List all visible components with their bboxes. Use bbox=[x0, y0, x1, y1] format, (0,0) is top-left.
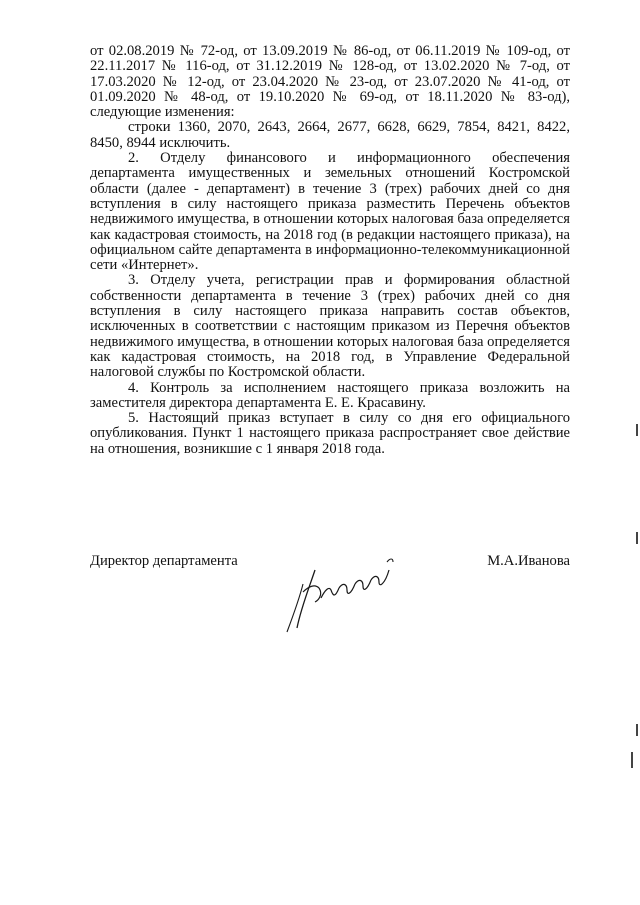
item-3-paragraph: 3. Отделу учета, регистрации прав и формирования областной собственности департамента в течение 3 (трех) рабочих дней со дня вступления в силу настоящего приказа направить состав объектов, исключенных в соответствии с настоящим приказом из Перечня объектов недвижимого имущества, в отношении которых налоговая база определяется как кадастровая стоимость, на 2018 год, в Управление Федеральной налоговой службы по Костромской области. bbox=[90, 272, 570, 381]
document-body bbox=[90, 44, 570, 457]
item-5-paragraph: 5. Настоящий приказ вступает в силу со дня его официального опубликования. Пункт 1 настоящего приказа распространяет свое действие на отношения, возникшие с 1 января 2018 года. bbox=[90, 410, 570, 457]
signatory-name: М.А.Иванова bbox=[487, 553, 570, 569]
signatory-title: Директор департамента bbox=[90, 553, 238, 569]
scan-edge-mark bbox=[631, 752, 633, 768]
amendment-list-paragraph: от 02.08.2019 № 72-од, от 13.09.2019 № 86-од, от 06.11.2019 № 109-од, от 22.11.2017 № 116-од, от 31.12.2019 № 128-од, от 13.02.2020 № 7-од, от 17.03.2020 № 12-од, от 23.04.2020 № 23-од, от 23.07.2020 № 41-од, от 01.09.2020 № 48-од, от 19.10.2020 № 69-од, от 18.11.2020 № 83-од), следующие изменения: bbox=[90, 43, 570, 121]
item-4-paragraph: 4. Контроль за исполнением настоящего приказа возложить на заместителя директора департамента Е. Е. Красавину. bbox=[90, 379, 570, 411]
scan-edge-mark bbox=[636, 424, 638, 436]
item-2-paragraph: 2. Отделу финансового и информационного обеспечения департамента имущественных и земельных отношений Костромской области (далее - департамент) в течение 3 (трех) рабочих дней со дня вступления в силу настоящего приказа разместить Перечень объектов недвижимого имущества, в отношении которых налоговая база определяется как кадастровая стоимость, на 2018 год (в редакции настоящего приказа), на официальном сайте департамента в информационно-телекоммуникационной сети «Интернет». bbox=[90, 150, 570, 274]
scan-edge-mark bbox=[636, 724, 638, 736]
excluded-rows-paragraph: строки 1360, 2070, 2643, 2664, 2677, 6628, 6629, 7854, 8421, 8422, 8450, 8944 исключить. bbox=[90, 119, 570, 151]
scan-edge-mark bbox=[636, 532, 638, 544]
handwritten-signature bbox=[275, 548, 415, 638]
